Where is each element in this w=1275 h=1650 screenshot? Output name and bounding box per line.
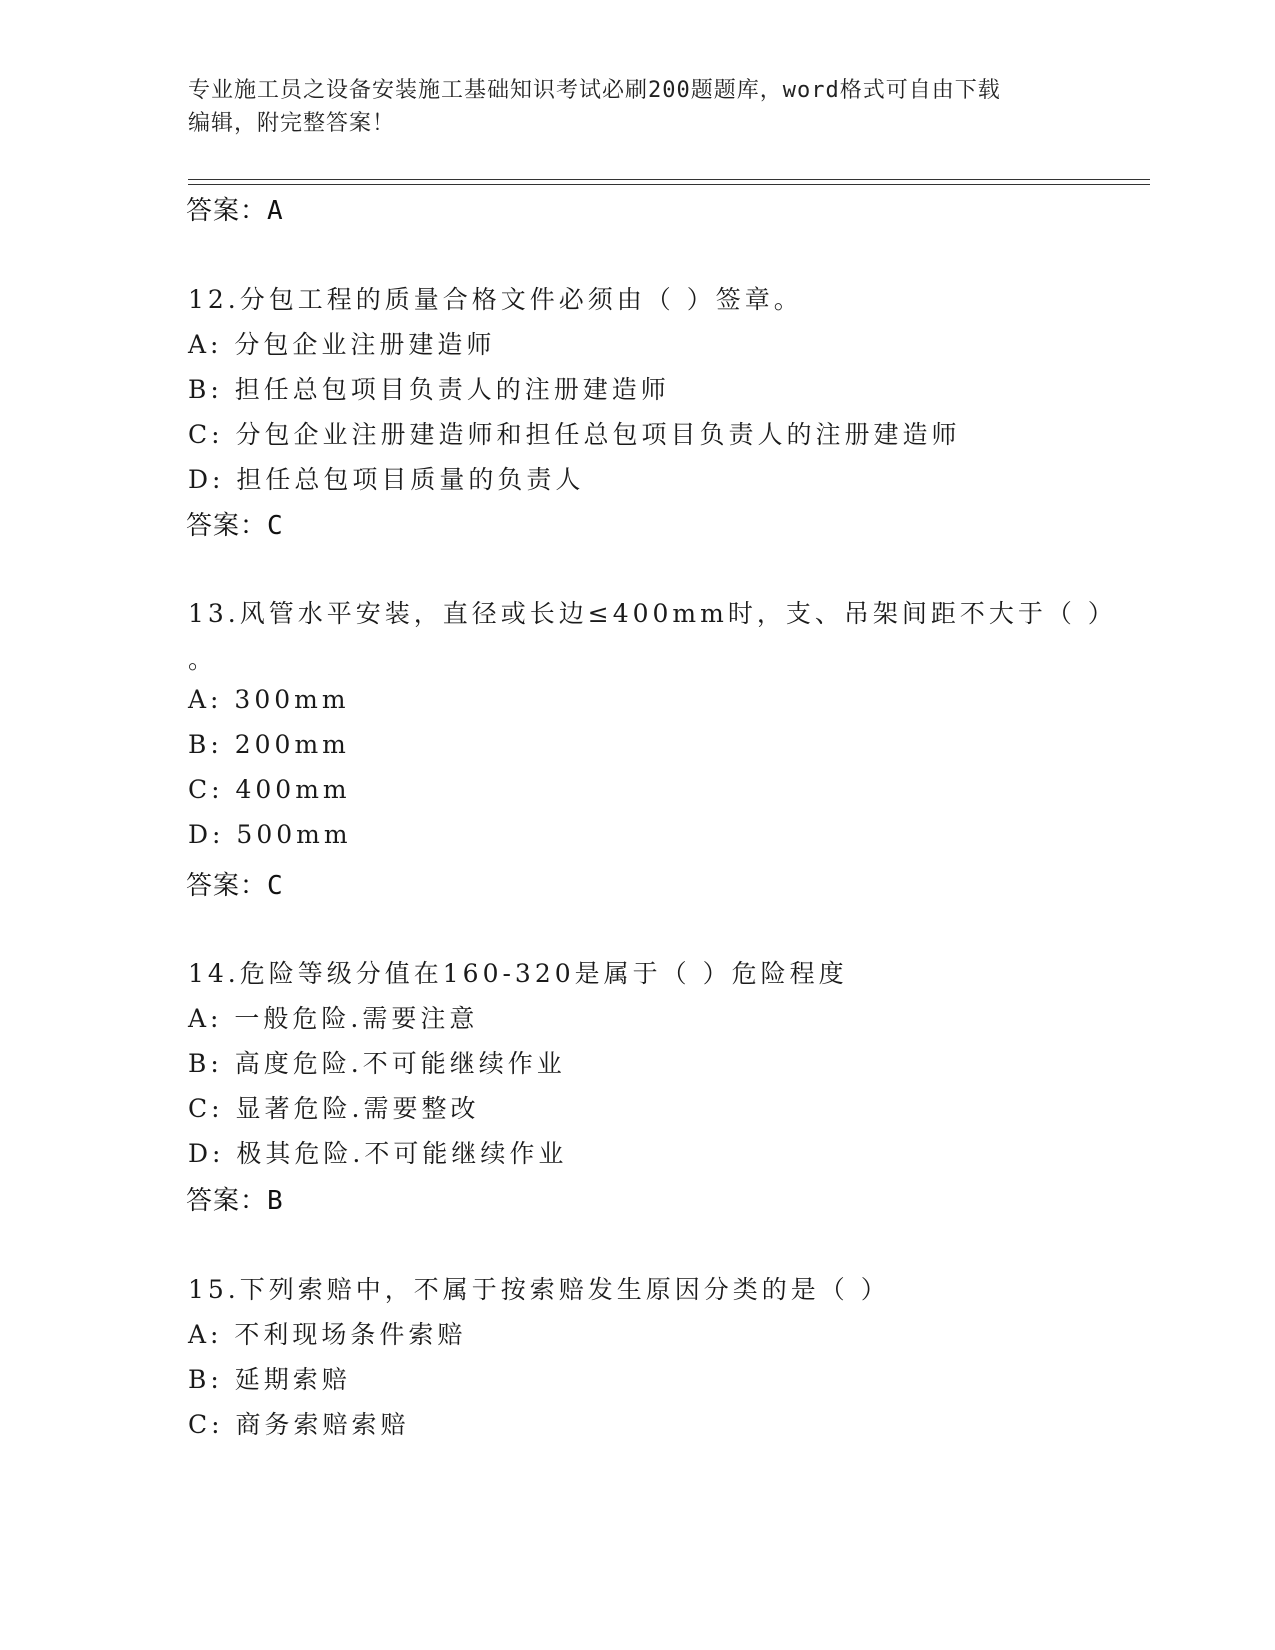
header-line-1: 专业施工员之设备安装施工基础知识考试必刷200题题库，word格式可自由下载: [188, 78, 1001, 103]
question-15-option-b: B: 延期索赔: [188, 1365, 351, 1394]
question-15-option-c: C: 商务索赔索赔: [188, 1410, 410, 1439]
header-line-2: 编辑，附完整答案！: [188, 111, 396, 136]
question-14-option-c: C: 显著危险.需要整改: [188, 1094, 480, 1123]
header-rule-top: [188, 179, 1150, 180]
document-header: [188, 74, 1068, 140]
question-13-option-d: D: 500mm: [188, 820, 352, 849]
question-12-option-b: B: 担任总包项目负责人的注册建造师: [188, 375, 670, 404]
question-13-stem: 13.风管水平安装，直径或长边≤400mm时，支、吊架间距不大于（ ）: [188, 599, 1117, 628]
question-13-answer: 答案：C: [186, 871, 284, 901]
question-13-option-b: B: 200mm: [188, 730, 350, 759]
question-14-option-d: D: 极其危险.不可能继续作业: [188, 1139, 568, 1168]
question-13-stem-continued: 。: [188, 645, 218, 674]
answer-previous: 答案：A: [186, 196, 284, 226]
question-13-option-a: A: 300mm: [188, 685, 350, 714]
question-12-option-a: A: 分包企业注册建造师: [188, 330, 496, 359]
question-12-option-d: D: 担任总包项目质量的负责人: [188, 465, 585, 494]
question-15-option-a: A: 不利现场条件索赔: [188, 1320, 467, 1349]
question-12-option-c: C: 分包企业注册建造师和担任总包项目负责人的注册建造师: [188, 420, 961, 449]
question-14-answer: 答案：B: [186, 1186, 284, 1216]
question-14-stem: 14.危险等级分值在160-320是属于（ ）危险程度: [188, 959, 848, 988]
header-rule-bottom: [188, 184, 1150, 185]
question-14-option-a: A: 一般危险.需要注意: [188, 1004, 479, 1033]
question-12-answer: 答案：C: [186, 511, 284, 541]
question-13-option-c: C: 400mm: [188, 775, 351, 804]
question-15-stem: 15.下列索赔中，不属于按索赔发生原因分类的是（ ）: [188, 1275, 890, 1304]
question-14-option-b: B: 高度危险.不可能继续作业: [188, 1049, 566, 1078]
question-12-stem: 12.分包工程的质量合格文件必须由（ ）签章。: [188, 285, 803, 314]
